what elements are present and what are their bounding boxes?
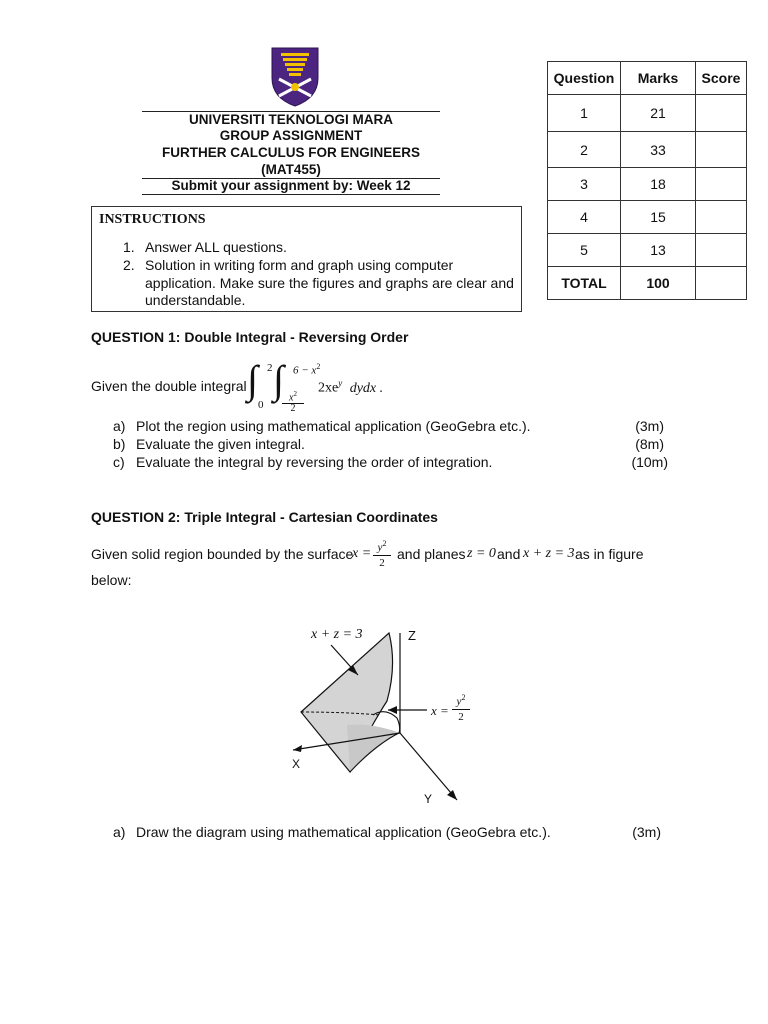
base-shade — [347, 725, 400, 772]
q2-plane-1: z = 0 — [467, 546, 496, 561]
q2-heading: QUESTION 2: Triple Integral - Cartesian Coordinates — [91, 509, 438, 525]
header-bottom-rule — [142, 194, 440, 195]
table-header-question: Question — [548, 62, 621, 95]
total-label: TOTAL — [548, 267, 621, 300]
row-score[interactable] — [696, 234, 747, 267]
row-marks: 33 — [621, 132, 696, 168]
q1-part-b-marks: (8m) — [635, 436, 664, 452]
q1-inner-lower-limit: $x^2$ 2 — [282, 389, 304, 414]
table-header-marks: Marks — [621, 62, 696, 95]
row-score[interactable] — [696, 168, 747, 201]
row-question: 1 — [548, 95, 621, 132]
x-axis-arrowhead — [293, 745, 302, 752]
row-question: 4 — [548, 201, 621, 234]
q2-part-a-marks: (3m) — [632, 824, 661, 840]
university-logo — [270, 46, 320, 108]
q1-part-c-text: Evaluate the integral by reversing the order of integration. — [136, 454, 493, 470]
row-marks: 15 — [621, 201, 696, 234]
total-score[interactable] — [696, 267, 747, 300]
instruction-2-number: 2. — [123, 257, 135, 273]
total-marks: 100 — [621, 267, 696, 300]
submission-deadline: Submit your assignment by: Week 12 — [171, 178, 411, 193]
course-code: (MAT455) — [261, 162, 321, 177]
row-score[interactable] — [696, 201, 747, 234]
y-axis — [400, 733, 457, 800]
q1-part-a-text: Plot the region using mathematical application (GeoGebra etc.). — [136, 418, 531, 434]
table-row — [548, 132, 747, 168]
marks-table — [547, 61, 747, 300]
q1-part-c-marks: (10m) — [631, 454, 668, 470]
figure-label-plane: x + z = 3 — [311, 627, 363, 642]
instruction-1-text: Answer ALL questions. — [145, 239, 287, 255]
course-title: FURTHER CALCULUS FOR ENGINEERS — [161, 145, 420, 160]
figure-label-surface-lhs: x = — [431, 703, 449, 718]
q1-part-b-text: Evaluate the given integral. — [136, 436, 305, 452]
university-name: UNIVERSITI TEKNOLOGI MARA — [188, 112, 393, 127]
q1-part-a-marks: (3m) — [635, 418, 664, 434]
q1-integral-sign-outer: ∫ — [247, 357, 258, 402]
table-header-row — [548, 62, 747, 95]
figure-label-z-axis: Z — [408, 628, 416, 643]
row-marks: 21 — [621, 95, 696, 132]
q1-outer-upper-limit: 2 — [267, 362, 273, 374]
q1-outer-lower-limit: 0 — [258, 399, 264, 411]
table-header-score: Score — [696, 62, 747, 95]
q1-integrand: $2xe^y$ dydx . — [318, 378, 384, 396]
figure-label-x-axis: X — [292, 757, 301, 771]
instruction-1-number: 1. — [123, 239, 135, 255]
q1-intro: Given the double integral — [91, 378, 247, 394]
q1-part-a-label: a) — [113, 418, 126, 434]
q2-intro-part-a: Given solid region bounded by the surface — [91, 546, 354, 562]
row-question: 2 — [548, 132, 621, 168]
q2-part-a-label: a) — [113, 824, 126, 840]
row-marks: 18 — [621, 168, 696, 201]
instruction-2-line3: understandable. — [145, 292, 246, 308]
row-marks: 13 — [621, 234, 696, 267]
instruction-2-line1: Solution in writing form and graph using computer — [145, 257, 454, 273]
q2-part-a-text: Draw the diagram using mathematical application (GeoGebra etc.). — [136, 824, 551, 840]
q1-part-b-label: b) — [113, 436, 126, 452]
y-axis-arrowhead — [447, 790, 457, 800]
q2-intro-part-d: as in figure — [575, 546, 644, 562]
row-question: 5 — [548, 234, 621, 267]
q2-surface-fraction: $y^2$ 2 — [373, 537, 391, 570]
assignment-type: GROUP ASSIGNMENT — [219, 128, 363, 143]
table-row — [548, 201, 747, 234]
plane-surface — [301, 633, 393, 772]
table-row — [548, 95, 747, 132]
row-question: 3 — [548, 168, 621, 201]
q2-intro-part-b: and planes — [397, 546, 466, 562]
q1-inner-upper-limit: $6 - x^2$ — [293, 362, 321, 377]
table-row — [548, 168, 747, 201]
row-score[interactable] — [696, 132, 747, 168]
q2-surface-lhs: x = — [352, 546, 372, 561]
row-score[interactable] — [696, 95, 747, 132]
q1-integral-sign-inner: ∫ — [273, 357, 284, 402]
instruction-2-line2: application. Make sure the figures and graphs are clear and — [145, 275, 514, 291]
q2-intro-part-c: and — [497, 546, 521, 562]
figure-label-y-axis: Y — [424, 792, 433, 806]
q1-part-c-label: c) — [113, 454, 125, 470]
q2-intro-part-e: below: — [91, 572, 132, 588]
figure-label-surface-fraction: $y^2$ 2 — [452, 691, 470, 724]
q2-plane-2: x + z = 3 — [523, 546, 575, 561]
q1-heading: QUESTION 1: Double Integral - Reversing Order — [91, 329, 409, 345]
instructions-title: INSTRUCTIONS — [99, 212, 206, 227]
table-total-row — [548, 267, 747, 300]
table-row — [548, 234, 747, 267]
